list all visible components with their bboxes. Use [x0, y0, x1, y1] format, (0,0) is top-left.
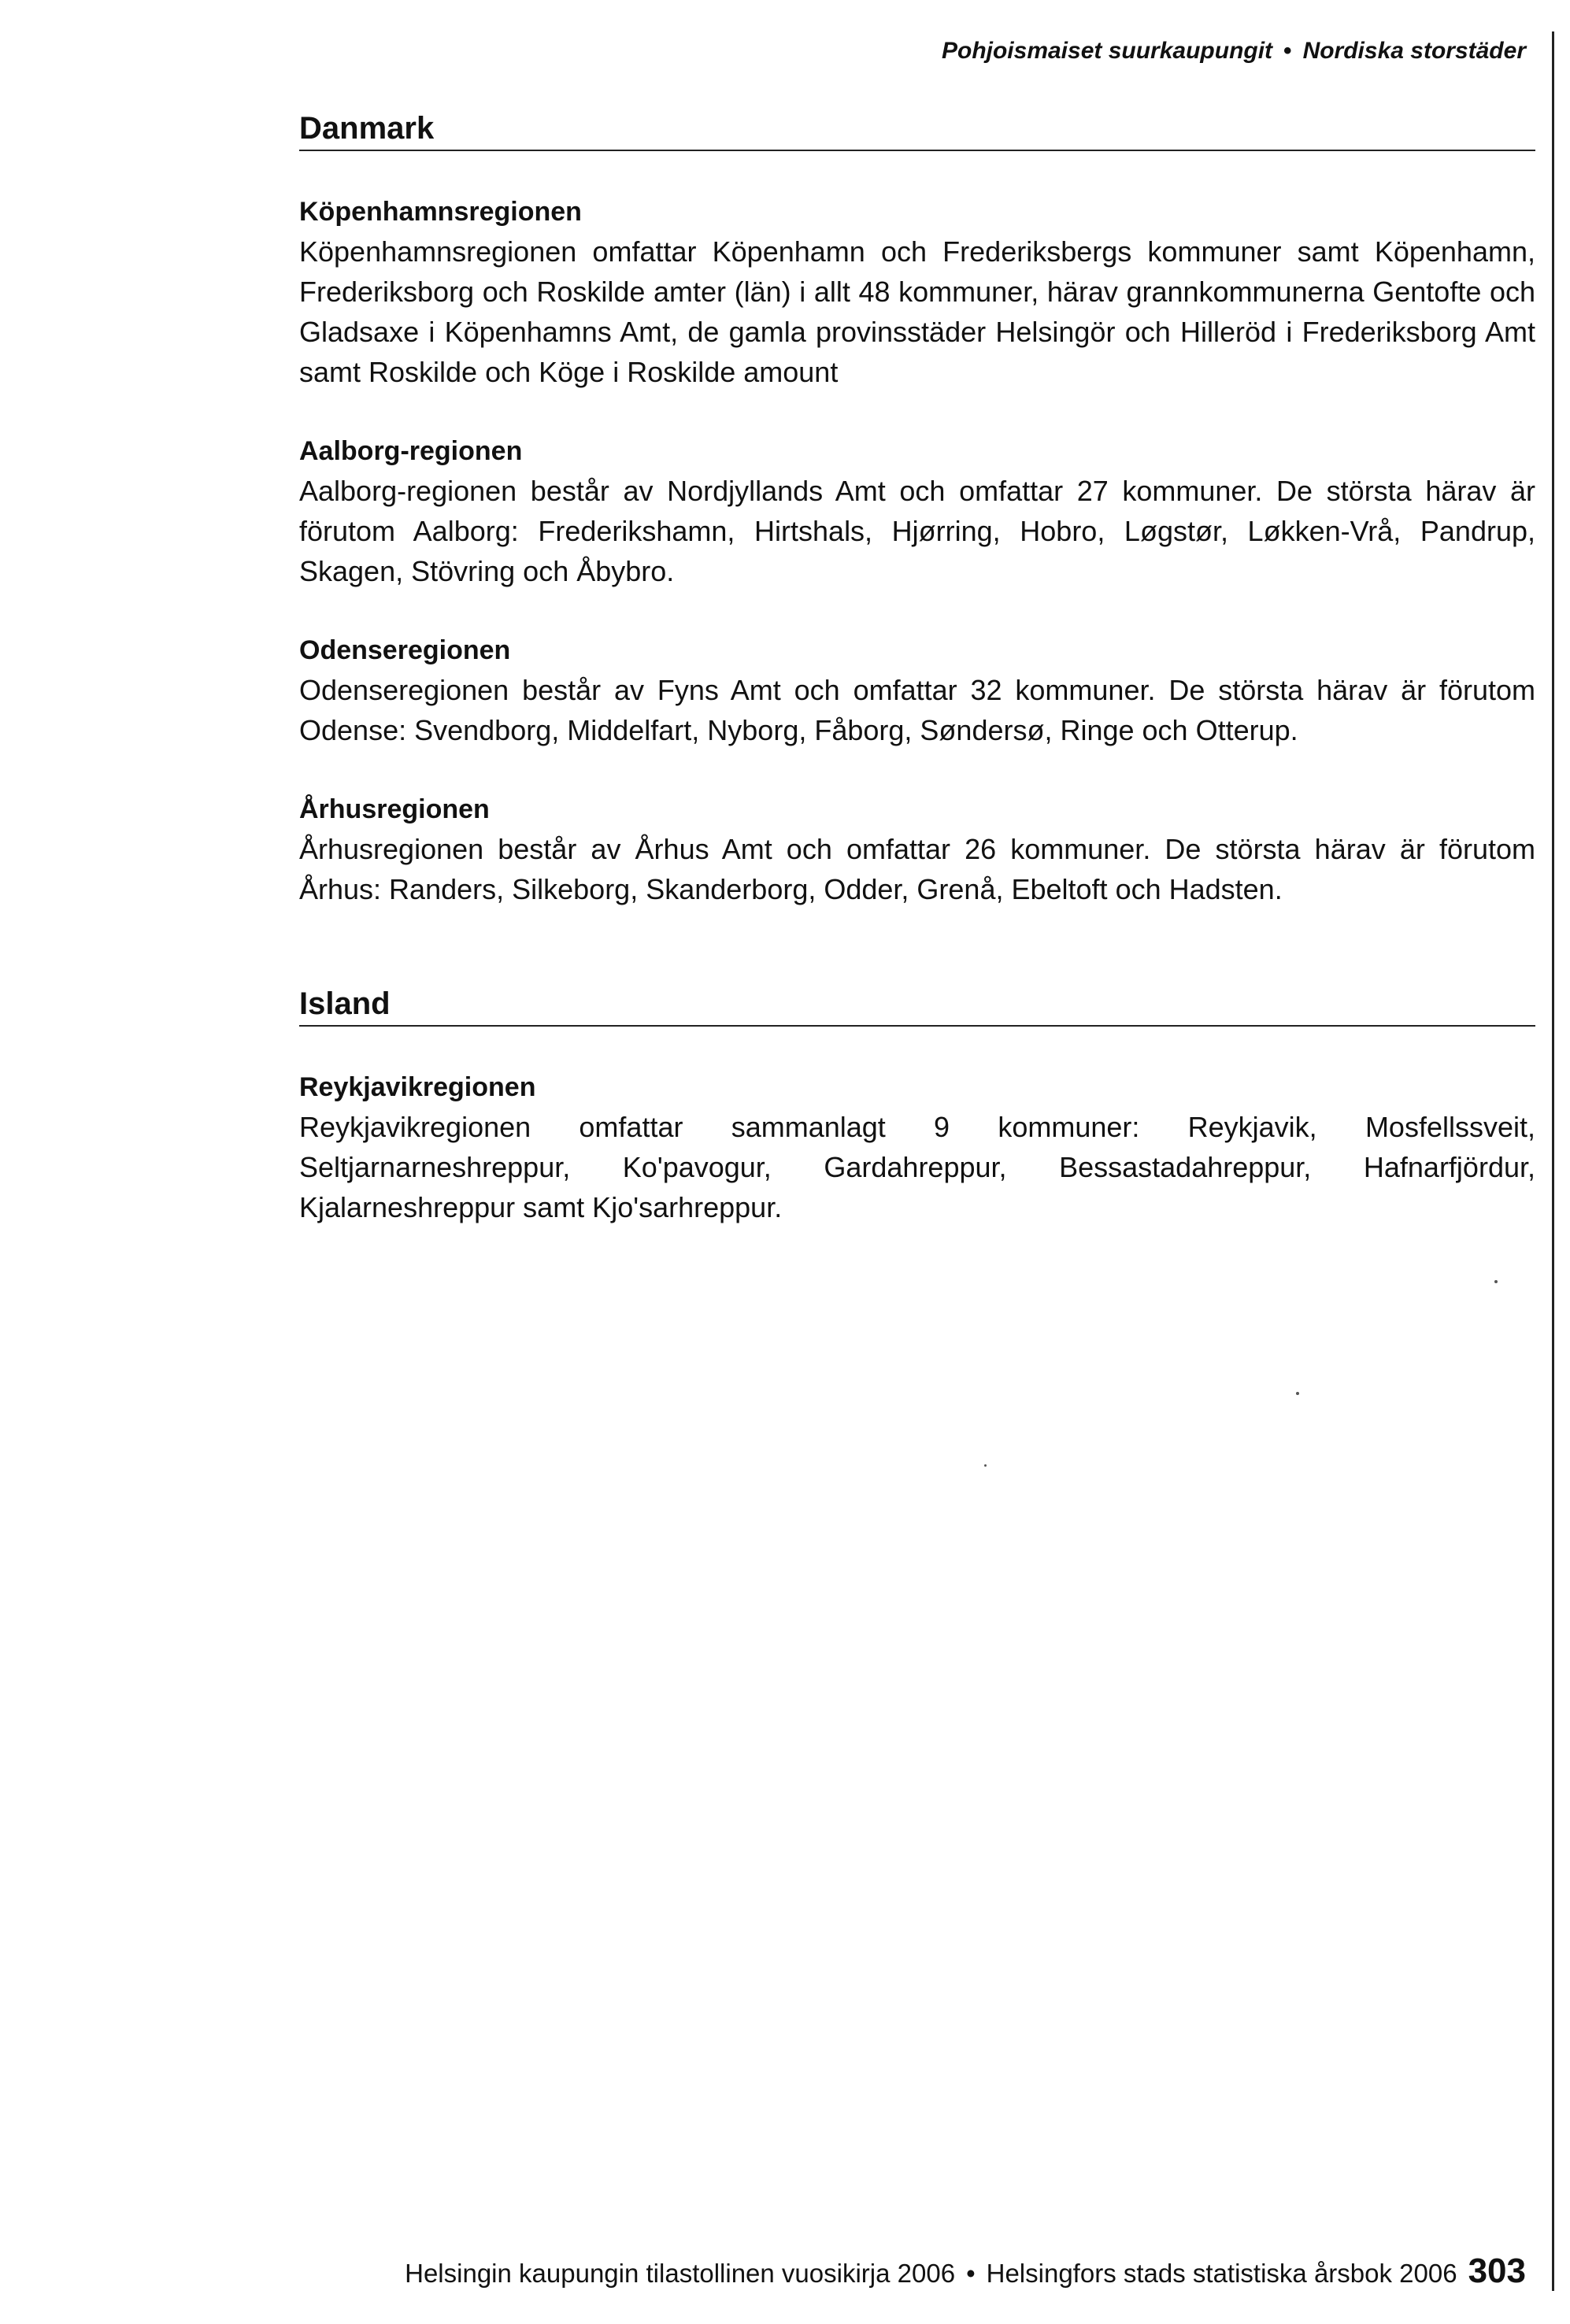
region-odense	[299, 631, 1535, 750]
region-text: Aalborg-regionen består av Nordjyllands Amt och omfattar 27 kommuner. De största härav är förutom Aalborg: Frederikshamn, Hirtshals, Hjørring, Hobro, Løgstør, Løkken-Vrå, Pandrup, Skagen, Stövring och Åbybro.	[299, 475, 1535, 587]
running-header-finnish: Pohjoismaiset suurkaupungit	[941, 38, 1273, 64]
running-header-swedish: Nordiska storstäder	[1302, 38, 1526, 64]
section-island	[299, 986, 1535, 1227]
running-header	[942, 38, 1526, 65]
page-number: 303	[1468, 2252, 1526, 2290]
region-text: Århusregionen består av Århus Amt och omfattar 26 kommuner. De största härav är förutom Århus: Randers, Silkeborg, Skanderborg, Odder, Grenå, Ebeltoft och Hadsten.	[299, 833, 1535, 905]
region-kopenhamn	[299, 192, 1535, 392]
section-danmark	[299, 110, 1535, 909]
scan-speck	[1494, 1280, 1498, 1283]
section-title: Island	[299, 986, 1535, 1027]
page-edge-rule	[1552, 31, 1554, 2291]
scan-speck	[1296, 1392, 1299, 1395]
region-title: Århusregionen	[299, 794, 490, 824]
region-text: Reykjavikregionen omfattar sammanlagt 9 kommuner: Reykjavik, Mosfellssveit, Seltjarnarneshreppur, Ko'pavogur, Gardahreppur, Bessastadahreppur, Hafnarfjördur, Kjalarneshreppur samt Kjo'sarhreppur.	[299, 1111, 1535, 1223]
scan-speck	[984, 1464, 987, 1467]
footer-swedish: Helsingfors stads statistiska årsbok 2006	[986, 2259, 1457, 2288]
footer-finnish: Helsingin kaupungin tilastollinen vuosikirja 2006	[405, 2259, 956, 2288]
region-arhus	[299, 790, 1535, 909]
region-title: Reykjavikregionen	[299, 1072, 536, 1102]
region-reykjavik	[299, 1068, 1535, 1227]
page-footer	[405, 2252, 1526, 2293]
region-aalborg	[299, 431, 1535, 591]
region-title: Aalborg-regionen	[299, 436, 523, 466]
region-text: Odenseregionen består av Fyns Amt och omfattar 32 kommuner. De största härav är förutom Odense: Svendborg, Middelfart, Nyborg, Fåborg, Søndersø, Ringe och Otterup.	[299, 674, 1535, 746]
section-title: Danmark	[299, 110, 1535, 151]
footer-separator: •	[966, 2259, 976, 2288]
region-title: Odenseregionen	[299, 635, 511, 665]
region-title: Köpenhamnsregionen	[299, 197, 582, 227]
region-text: Köpenhamnsregionen omfattar Köpenhamn och Frederiksbergs kommuner samt Köpenhamn, Frederiksborg och Roskilde amter (län) i allt 48 kommuner, härav grannkommunerna Gentofte och Gladsaxe i Köpenhamns Amt, de gamla provinsstäder Helsingör och Hilleröd i Frederiksborg Amt samt Roskilde och Köge i Roskilde amount	[299, 235, 1535, 388]
running-header-separator: •	[1283, 38, 1292, 64]
